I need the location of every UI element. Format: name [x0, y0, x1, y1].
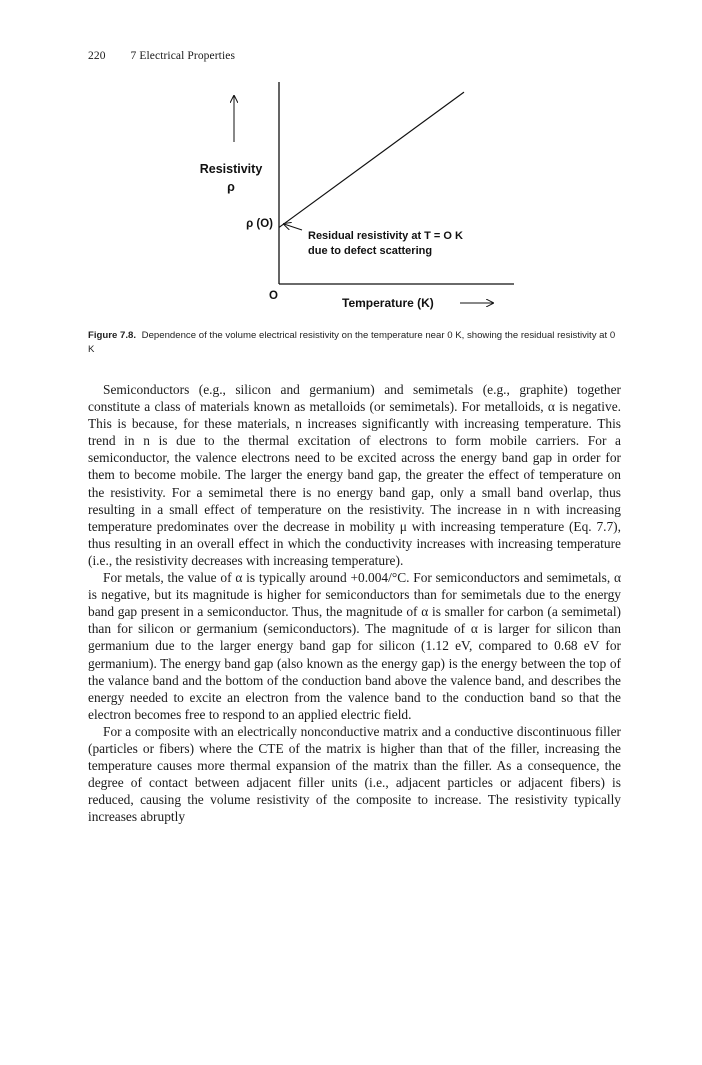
running-header	[88, 50, 235, 62]
body-text	[88, 381, 621, 825]
y-axis-label: Resistivity	[199, 162, 263, 176]
paragraph: For metals, the value of α is typically around +0.004/°C. For semiconductors and semimetals, α is negative, but its magnitude is higher for semiconductors than for semimetals due to the energy band gap present in a semiconductor. Thus, the magnitude of α is smaller for carbon (a semimetal) than for silicon or germanium (semiconductors). The magnitude of α is larger for silicon than germanium due to the larger energy band gap for silicon (1.12 eV, compared to 0.68 eV for germanium). The energy band gap (also known as the energy gap) is the energy between the top of the valance band and the bottom of the conduction band above the valence band, and describes the energy needed to excite an electron from the valence band to the conduction band so that the electron becomes free to respond to an applied electric field.	[88, 570, 621, 722]
x-axis-label: Temperature (K)	[342, 296, 434, 310]
chapter-title: 7 Electrical Properties	[130, 50, 236, 62]
page-number: 220	[88, 50, 106, 62]
annotation-line-2: due to defect scattering	[308, 245, 433, 257]
annotation-arrow	[284, 224, 302, 230]
paragraph: Semiconductors (e.g., silicon and germanium) and semimetals (e.g., graphite) together constitute a class of materials known as metalloids (or semimetals). For metalloids, α is negative. This is because, for these materials, n increases significantly with increasing temperature. This trend in n is due to the thermal excitation of electrons to form mobile carriers. For a semiconductor, the valence electrons need to be excited across the energy band gap in order for them to become mobile. The larger the energy band gap, the greater the effect of temperature on the resistivity. For a semimetal there is no energy band gap, only a small band overlap, thus resulting in a small effect of temperature on the resistivity. The increase in n with increasing temperature predominates over the decrease in mobility μ with increasing temperature (Eq. 7.7), thus resulting in an overall effect in which the conductivity increases with increasing temperature (i.e., the resistivity decreases with increasing temperature).	[88, 382, 621, 568]
annotation-line-1: Residual resistivity at T = O K	[308, 230, 463, 242]
figure-number: Figure 7.8.	[88, 330, 136, 341]
resistivity-line	[279, 92, 464, 227]
resistivity-temperature-chart	[0, 70, 702, 320]
origin-label: O	[269, 290, 278, 302]
paragraph: For a composite with an electrically nonconductive matrix and a conductive discontinuous filler (particles or fibers) where the CTE of the matrix is higher than that of the filler, increasing the temperature causes more thermal expansion of the matrix than the filler. As a consequence, the degree of contact between adjacent filler units (i.e., adjacent particles or adjacent fibers) is reduced, causing the volume resistivity of the composite to increase. The resistivity typically increases abruptly	[88, 723, 621, 825]
caption-text: Dependence of the volume electrical resistivity on the temperature near 0 K, showing the residual resistivity at 0 K	[88, 330, 616, 355]
y-axis-symbol: ρ	[227, 180, 235, 194]
figure-caption	[88, 329, 620, 356]
y-intercept-label: ρ (O)	[246, 218, 273, 230]
